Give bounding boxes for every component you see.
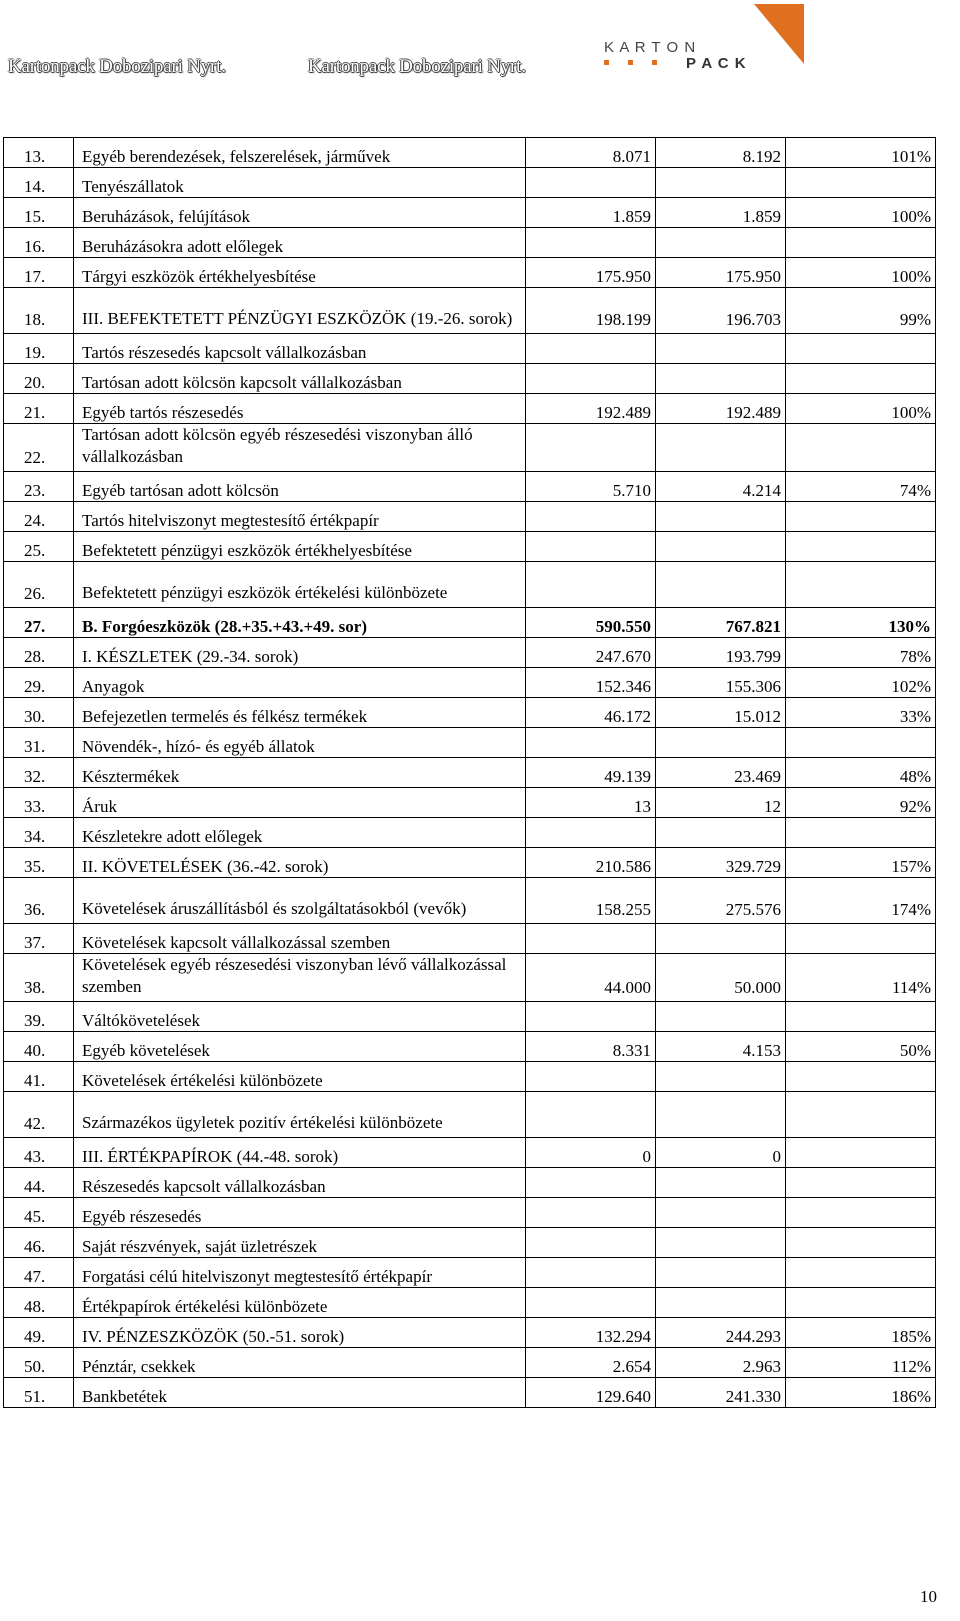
table-row (4, 198, 936, 228)
row-label: Tartósan adott kölcsön egyéb részesedési viszonyban álló vállalkozásban (74, 424, 526, 472)
row-label: Késztermékek (74, 758, 526, 788)
table-row (4, 288, 936, 334)
logo-dash-3 (652, 60, 657, 65)
value-prev: 198.199 (526, 288, 656, 334)
row-number: 22. (4, 424, 74, 472)
row-label: Követelések kapcsolt vállalkozással szemben (74, 924, 526, 954)
balance-sheet-body (4, 138, 936, 1408)
value-percent: 102% (786, 668, 936, 698)
row-label: II. KÖVETELÉSEK (36.-42. sorok) (74, 848, 526, 878)
row-label: Részesedés kapcsolt vállalkozásban (74, 1168, 526, 1198)
value-percent (786, 1258, 936, 1288)
table-row (4, 168, 936, 198)
row-label: Váltókövetelések (74, 1002, 526, 1032)
value-prev (526, 1062, 656, 1092)
row-label: Egyéb tartósan adott kölcsön (74, 472, 526, 502)
row-label: Egyéb berendezések, felszerelések, járművek (74, 138, 526, 168)
table-row (4, 1378, 936, 1408)
table-row (4, 1138, 936, 1168)
logo-wedge-icon (754, 4, 804, 64)
value-curr: 244.293 (656, 1318, 786, 1348)
table-row (4, 638, 936, 668)
row-label: Egyéb követelések (74, 1032, 526, 1062)
row-number: 44. (4, 1168, 74, 1198)
value-prev: 0 (526, 1138, 656, 1168)
table-row (4, 562, 936, 608)
row-number: 33. (4, 788, 74, 818)
value-curr: 2.963 (656, 1348, 786, 1378)
value-curr (656, 502, 786, 532)
row-number: 42. (4, 1092, 74, 1138)
logo-bottom-text: P A C K (686, 55, 747, 72)
row-label: Saját részvények, saját üzletrészek (74, 1228, 526, 1258)
value-percent (786, 1288, 936, 1318)
value-percent (786, 334, 936, 364)
value-curr (656, 1092, 786, 1138)
value-curr: 155.306 (656, 668, 786, 698)
value-percent (786, 168, 936, 198)
value-percent (786, 1138, 936, 1168)
row-number: 40. (4, 1032, 74, 1062)
value-percent: 101% (786, 138, 936, 168)
table-row (4, 1348, 936, 1378)
row-label: Tárgyi eszközök értékhelyesbítése (74, 258, 526, 288)
row-label: III. BEFEKTETETT PÉNZÜGYI ESZKÖZÖK (19.-26. sorok) (74, 288, 526, 334)
row-number: 41. (4, 1062, 74, 1092)
table-row (4, 608, 936, 638)
value-percent (786, 818, 936, 848)
row-number: 25. (4, 532, 74, 562)
row-number: 24. (4, 502, 74, 532)
value-prev (526, 1228, 656, 1258)
value-curr: 193.799 (656, 638, 786, 668)
row-number: 15. (4, 198, 74, 228)
value-percent (786, 364, 936, 394)
value-curr (656, 1002, 786, 1032)
value-curr (656, 1198, 786, 1228)
row-number: 23. (4, 472, 74, 502)
table-row (4, 1168, 936, 1198)
value-percent: 100% (786, 198, 936, 228)
row-label: Követelések egyéb részesedési viszonyban lévő vállalkozással szemben (74, 954, 526, 1002)
value-percent (786, 1168, 936, 1198)
table-row (4, 954, 936, 1002)
value-prev: 13 (526, 788, 656, 818)
row-number: 27. (4, 608, 74, 638)
table-row (4, 472, 936, 502)
value-curr: 50.000 (656, 954, 786, 1002)
table-row (4, 1228, 936, 1258)
value-curr (656, 1062, 786, 1092)
value-curr (656, 728, 786, 758)
value-prev: 1.859 (526, 198, 656, 228)
row-number: 32. (4, 758, 74, 788)
value-prev: 49.139 (526, 758, 656, 788)
kartonpack-logo (604, 4, 804, 74)
row-number: 34. (4, 818, 74, 848)
value-curr: 23.469 (656, 758, 786, 788)
row-number: 13. (4, 138, 74, 168)
logo-dash-2 (628, 60, 633, 65)
value-prev (526, 1288, 656, 1318)
table-row (4, 728, 936, 758)
value-percent: 186% (786, 1378, 936, 1408)
value-percent (786, 1198, 936, 1228)
row-number: 19. (4, 334, 74, 364)
value-percent (786, 228, 936, 258)
value-percent: 157% (786, 848, 936, 878)
row-number: 45. (4, 1198, 74, 1228)
value-prev: 210.586 (526, 848, 656, 878)
value-prev: 247.670 (526, 638, 656, 668)
value-percent (786, 924, 936, 954)
table-row (4, 1198, 936, 1228)
row-number: 29. (4, 668, 74, 698)
row-number: 17. (4, 258, 74, 288)
value-curr (656, 1228, 786, 1258)
value-prev: 5.710 (526, 472, 656, 502)
value-prev: 192.489 (526, 394, 656, 424)
value-prev (526, 924, 656, 954)
table-row (4, 1062, 936, 1092)
value-percent: 185% (786, 1318, 936, 1348)
row-label: Anyagok (74, 668, 526, 698)
row-label: Egyéb részesedés (74, 1198, 526, 1228)
value-prev (526, 1258, 656, 1288)
value-prev: 158.255 (526, 878, 656, 924)
row-label: Tartós hitelviszonyt megtestesítő értékpapír (74, 502, 526, 532)
value-curr: 175.950 (656, 258, 786, 288)
value-curr (656, 818, 786, 848)
row-number: 37. (4, 924, 74, 954)
value-curr (656, 364, 786, 394)
value-prev: 46.172 (526, 698, 656, 728)
value-curr: 275.576 (656, 878, 786, 924)
value-prev: 129.640 (526, 1378, 656, 1408)
value-curr: 196.703 (656, 288, 786, 334)
value-curr: 1.859 (656, 198, 786, 228)
value-curr (656, 228, 786, 258)
table-row (4, 334, 936, 364)
value-percent (786, 1062, 936, 1092)
table-row (4, 698, 936, 728)
row-label: Befejezetlen termelés és félkész termékek (74, 698, 526, 728)
value-percent (786, 1228, 936, 1258)
value-prev (526, 168, 656, 198)
value-percent (786, 1002, 936, 1032)
value-prev (526, 532, 656, 562)
logo-dash-1 (604, 60, 609, 65)
row-number: 48. (4, 1288, 74, 1318)
value-percent: 78% (786, 638, 936, 668)
table-row (4, 878, 936, 924)
row-label: Pénztár, csekkek (74, 1348, 526, 1378)
value-prev (526, 1168, 656, 1198)
logo-top-text: K A R T O N (604, 39, 697, 56)
table-row (4, 818, 936, 848)
table-row (4, 138, 936, 168)
value-prev (526, 364, 656, 394)
table-row (4, 258, 936, 288)
table-row (4, 848, 936, 878)
value-percent (786, 424, 936, 472)
table-row (4, 1092, 936, 1138)
value-percent: 92% (786, 788, 936, 818)
row-number: 39. (4, 1002, 74, 1032)
table-row (4, 924, 936, 954)
value-curr: 329.729 (656, 848, 786, 878)
company-name-header-2: Kartonpack Dobozipari Nyrt. (308, 56, 526, 77)
row-number: 18. (4, 288, 74, 334)
value-curr (656, 924, 786, 954)
row-label: Növendék-, hízó- és egyéb állatok (74, 728, 526, 758)
table-row (4, 228, 936, 258)
table-row (4, 1002, 936, 1032)
row-number: 38. (4, 954, 74, 1002)
row-label: I. KÉSZLETEK (29.-34. sorok) (74, 638, 526, 668)
value-curr: 15.012 (656, 698, 786, 728)
row-number: 49. (4, 1318, 74, 1348)
row-number: 50. (4, 1348, 74, 1378)
value-curr: 4.214 (656, 472, 786, 502)
company-name-header-1: Kartonpack Dobozipari Nyrt. (8, 56, 226, 77)
value-percent: 33% (786, 698, 936, 728)
row-label: Beruházásokra adott előlegek (74, 228, 526, 258)
value-percent: 99% (786, 288, 936, 334)
value-prev (526, 424, 656, 472)
row-number: 35. (4, 848, 74, 878)
value-prev (526, 818, 656, 848)
value-prev (526, 562, 656, 608)
row-number: 20. (4, 364, 74, 394)
value-prev (526, 1198, 656, 1228)
value-curr: 241.330 (656, 1378, 786, 1408)
table-row (4, 1318, 936, 1348)
value-percent: 74% (786, 472, 936, 502)
value-percent: 174% (786, 878, 936, 924)
row-label: Készletekre adott előlegek (74, 818, 526, 848)
value-curr (656, 1288, 786, 1318)
value-percent: 100% (786, 394, 936, 424)
value-percent: 114% (786, 954, 936, 1002)
value-curr: 8.192 (656, 138, 786, 168)
row-label: III. ÉRTÉKPAPÍROK (44.-48. sorok) (74, 1138, 526, 1168)
value-curr: 192.489 (656, 394, 786, 424)
value-prev: 132.294 (526, 1318, 656, 1348)
row-label: Követelések áruszállításból és szolgáltatásokból (vevők) (74, 878, 526, 924)
value-curr (656, 424, 786, 472)
value-percent (786, 728, 936, 758)
value-prev: 44.000 (526, 954, 656, 1002)
table-row (4, 502, 936, 532)
value-prev: 8.071 (526, 138, 656, 168)
row-label: Származékos ügyletek pozitív értékelési különbözete (74, 1092, 526, 1138)
value-percent: 112% (786, 1348, 936, 1378)
table-row (4, 668, 936, 698)
value-prev: 175.950 (526, 258, 656, 288)
value-prev (526, 334, 656, 364)
table-row (4, 424, 936, 472)
table-row (4, 758, 936, 788)
row-label: Tartós részesedés kapcsolt vállalkozásban (74, 334, 526, 364)
row-number: 43. (4, 1138, 74, 1168)
value-percent (786, 532, 936, 562)
value-curr (656, 1168, 786, 1198)
row-number: 26. (4, 562, 74, 608)
value-prev: 590.550 (526, 608, 656, 638)
row-number: 51. (4, 1378, 74, 1408)
value-prev: 2.654 (526, 1348, 656, 1378)
value-curr (656, 334, 786, 364)
value-prev (526, 728, 656, 758)
row-label: Követelések értékelési különbözete (74, 1062, 526, 1092)
table-row (4, 532, 936, 562)
table-row (4, 1258, 936, 1288)
value-curr (656, 1258, 786, 1288)
value-percent (786, 1092, 936, 1138)
value-percent: 50% (786, 1032, 936, 1062)
row-label: Tenyészállatok (74, 168, 526, 198)
value-percent: 100% (786, 258, 936, 288)
row-label: Forgatási célú hitelviszonyt megtestesítő értékpapír (74, 1258, 526, 1288)
value-percent (786, 502, 936, 532)
row-label: Tartósan adott kölcsön kapcsolt vállalkozásban (74, 364, 526, 394)
value-prev: 152.346 (526, 668, 656, 698)
value-curr: 0 (656, 1138, 786, 1168)
row-label: Bankbetétek (74, 1378, 526, 1408)
row-label: Befektetett pénzügyi eszközök értékhelyesbítése (74, 532, 526, 562)
row-label: IV. PÉNZESZKÖZÖK (50.-51. sorok) (74, 1318, 526, 1348)
value-percent: 48% (786, 758, 936, 788)
row-number: 46. (4, 1228, 74, 1258)
row-number: 31. (4, 728, 74, 758)
value-curr: 767.821 (656, 608, 786, 638)
page-number: 10 (920, 1587, 937, 1606)
value-prev: 8.331 (526, 1032, 656, 1062)
row-number: 47. (4, 1258, 74, 1288)
row-label: Befektetett pénzügyi eszközök értékelési különbözete (74, 562, 526, 608)
row-number: 36. (4, 878, 74, 924)
value-prev (526, 1092, 656, 1138)
row-number: 14. (4, 168, 74, 198)
table-row (4, 394, 936, 424)
value-curr: 12 (656, 788, 786, 818)
value-curr (656, 562, 786, 608)
row-label: B. Forgóeszközök (28.+35.+43.+49. sor) (74, 608, 526, 638)
value-curr (656, 168, 786, 198)
value-prev (526, 1002, 656, 1032)
row-number: 30. (4, 698, 74, 728)
row-label: Beruházások, felújítások (74, 198, 526, 228)
balance-sheet-table (3, 137, 936, 1408)
row-label: Egyéb tartós részesedés (74, 394, 526, 424)
row-label: Értékpapírok értékelési különbözete (74, 1288, 526, 1318)
value-percent (786, 562, 936, 608)
value-curr (656, 532, 786, 562)
table-row (4, 1032, 936, 1062)
value-curr: 4.153 (656, 1032, 786, 1062)
value-percent: 130% (786, 608, 936, 638)
table-row (4, 788, 936, 818)
value-prev (526, 228, 656, 258)
table-row (4, 1288, 936, 1318)
row-number: 21. (4, 394, 74, 424)
row-label: Áruk (74, 788, 526, 818)
row-number: 16. (4, 228, 74, 258)
table-row (4, 364, 936, 394)
value-prev (526, 502, 656, 532)
row-number: 28. (4, 638, 74, 668)
